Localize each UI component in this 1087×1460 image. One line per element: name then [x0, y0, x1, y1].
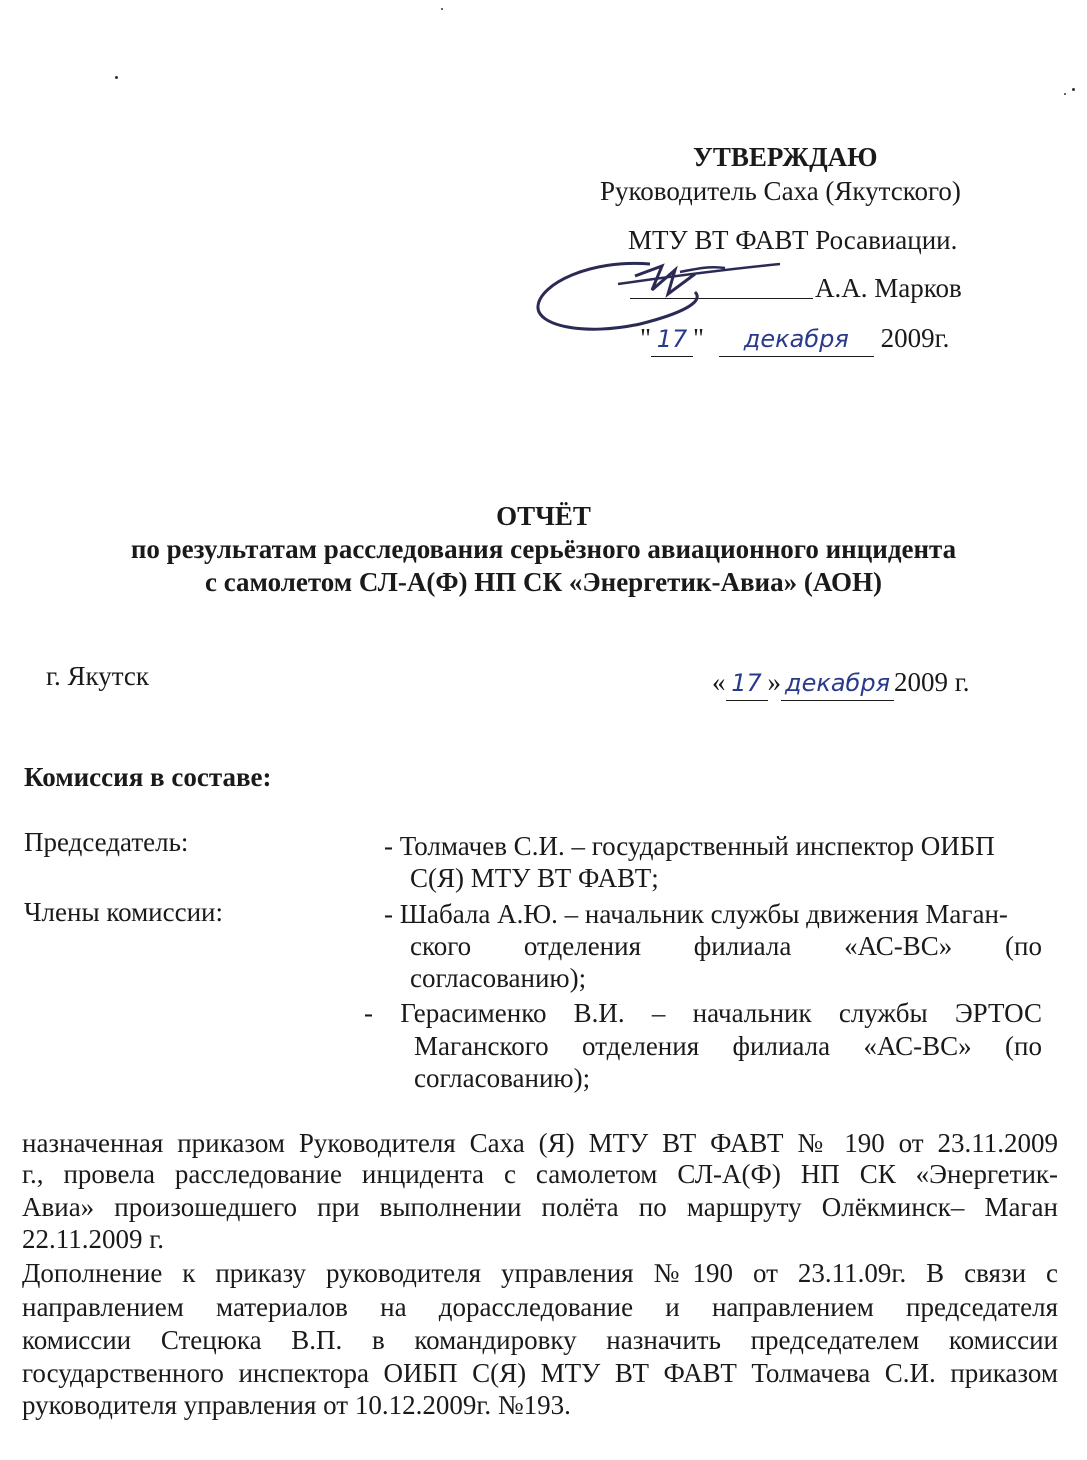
approval-position-line1: Руководитель Саха (Якутского)	[600, 176, 961, 206]
chair-line2: С(Я) МТУ ВТ ФАВТ;	[410, 863, 659, 893]
member1-line1: - Шабала А.Ю. – начальник службы движения Маган-	[384, 899, 1008, 929]
member2-line1: - Герасименко В.И. – начальник службы ЭРТОС	[364, 998, 1042, 1028]
body-p1-line1: назначенная приказом Руководителя Саха (Я) МТУ ВТ ФАВТ № 190 от 23.11.2009	[22, 1128, 1058, 1158]
scan-speck	[1072, 88, 1075, 91]
member1-line2: ского отделения филиала «АС-ВС» (по	[410, 931, 1042, 961]
quote-close: »	[767, 667, 781, 697]
commission-heading: Комиссия в составе:	[24, 762, 272, 792]
report-month-field	[781, 666, 894, 701]
approval-day-field	[651, 322, 693, 357]
member1-line3: согласованию);	[410, 963, 587, 993]
body-p2-line1: Дополнение к приказу руководителя управления №190 от 23.11.09г. В связи с	[22, 1258, 1058, 1288]
body-p2-line2: направлением материалов на дорасследование и направлением председателя	[22, 1292, 1058, 1322]
quote-open: "	[640, 323, 652, 353]
report-month: декабря	[784, 669, 891, 697]
report-year: 2009 г.	[894, 667, 970, 697]
body-p2-line3: комиссии Стецюка В.П. в командировку назначить председателем комиссии	[22, 1325, 1058, 1355]
approval-position-line2: МТУ ВТ ФАВТ Росавиации.	[628, 225, 958, 255]
scan-speck	[441, 8, 443, 10]
city: г. Якутск	[46, 661, 150, 691]
report-date	[712, 666, 970, 701]
chair-label: Председатель:	[24, 827, 189, 857]
quote-close: "	[693, 323, 705, 353]
member2-line2: Маганского отделения филиала «АС-ВС» (по	[414, 1031, 1042, 1061]
body-p1-line2: г., провела расследование инцидента с самолетом СЛ-А(Ф) НП СК «Энергетик-	[22, 1159, 1058, 1189]
approval-day: 17	[656, 325, 688, 353]
member2-line3: согласованию);	[414, 1063, 591, 1093]
approval-heading: УТВЕРЖДАЮ	[693, 142, 878, 172]
approval-date	[640, 322, 949, 357]
approval-signer-name: А.А. Марков	[815, 273, 962, 303]
body-p1-line4: 22.11.2009 г.	[22, 1224, 165, 1254]
report-subtitle-line1: по результатам расследования серьёзного авиационного инцидента	[130, 534, 957, 564]
approval-year: 2009г.	[880, 323, 950, 353]
report-title: ОТЧЁТ	[496, 501, 591, 531]
body-p2-line5: руководителя управления от 10.12.2009г. №193.	[22, 1390, 571, 1420]
body-p2-line4: государственного инспектора ОИБП С(Я) МТУ ВТ ФАВТ Толмачева С.И. приказом	[22, 1358, 1058, 1388]
body-p1-line3: Авиа» произошедшего при выполнении полёта по маршруту Олёкминск– Маган	[22, 1192, 1058, 1222]
quote-open: «	[712, 667, 726, 697]
approval-month-field	[719, 322, 874, 357]
members-label: Члены комиссии:	[24, 897, 223, 927]
approval-month: декабря	[743, 325, 849, 353]
chair-line1: - Толмачев С.И. – государственный инспектор ОИБП	[384, 831, 995, 861]
report-day-field	[726, 666, 768, 701]
scan-speck	[115, 76, 118, 79]
report-day: 17	[731, 669, 762, 697]
scan-speck	[1064, 93, 1066, 95]
report-subtitle-line2: с самолетом СЛ-А(Ф) НП СК «Энергетик-Авиа» (АОН)	[205, 567, 882, 597]
